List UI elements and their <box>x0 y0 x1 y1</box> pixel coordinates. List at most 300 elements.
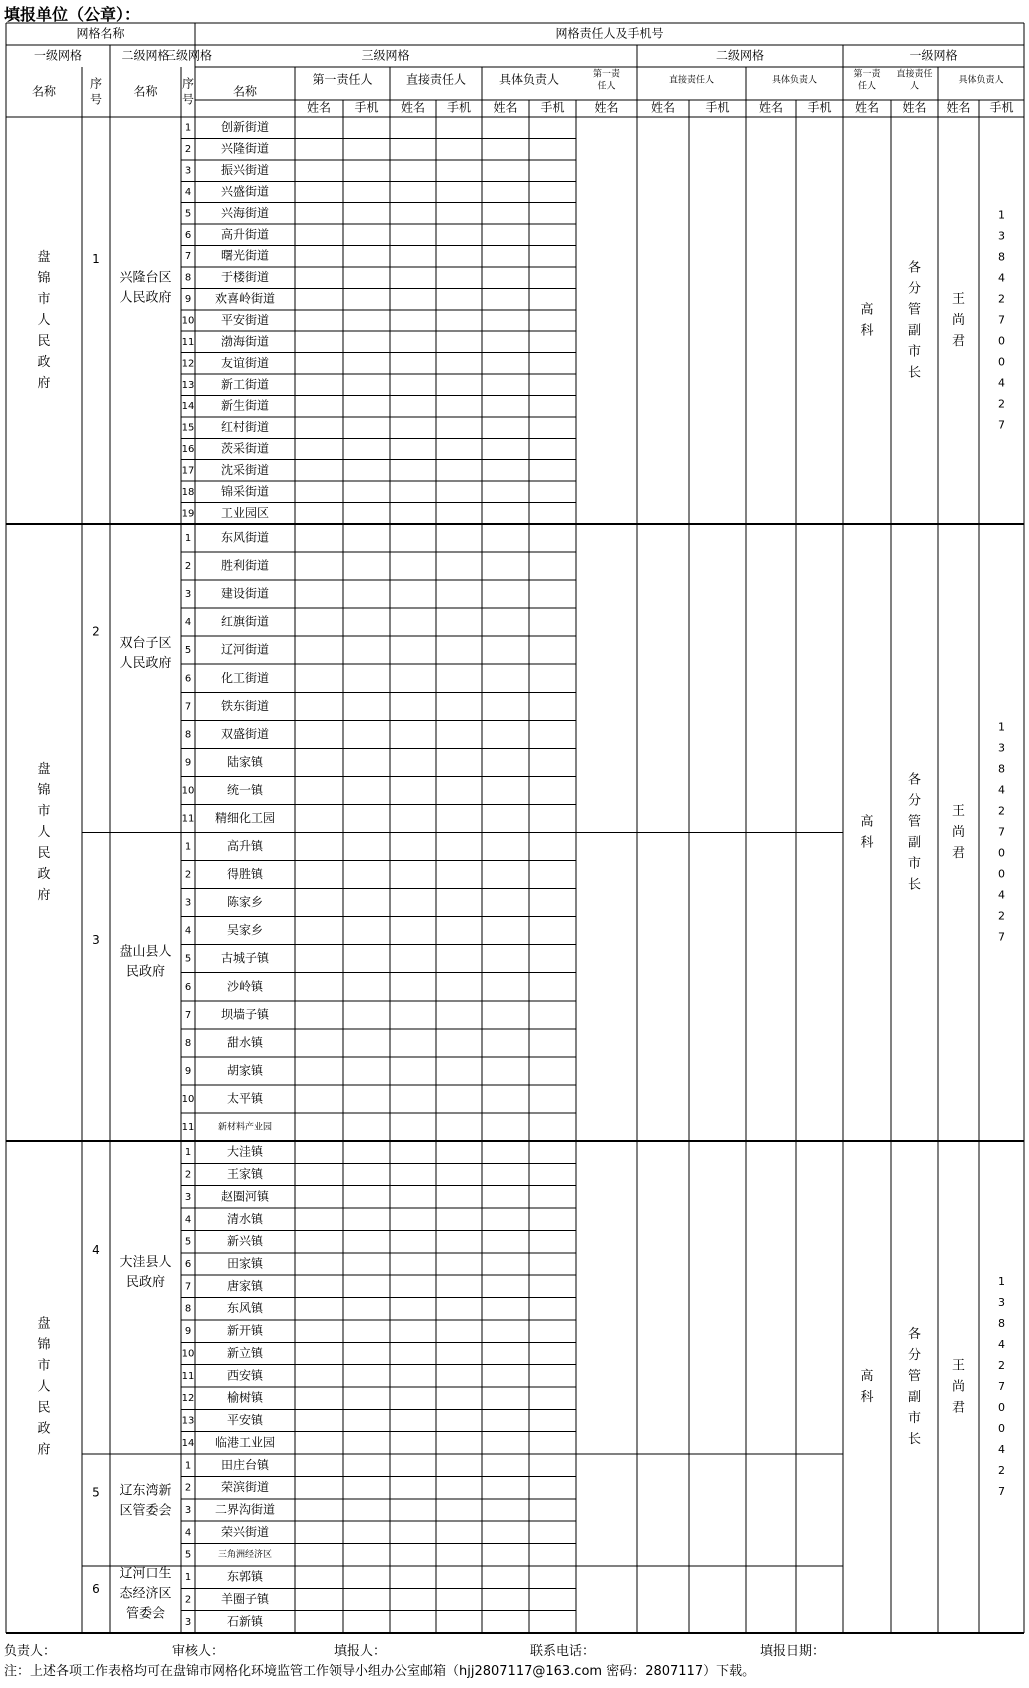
svg-text:号: 号 <box>89 92 103 107</box>
svg-text:7: 7 <box>998 825 1005 839</box>
unit-name: 高升镇 <box>226 839 264 854</box>
district-seq <box>92 624 100 638</box>
unit-seq: 5 <box>184 1549 192 1561</box>
svg-text:高: 高 <box>860 302 874 318</box>
unit-seq: 6 <box>184 673 192 685</box>
svg-text:人民政府: 人民政府 <box>119 656 172 672</box>
header-col-phone-3: 手机 <box>705 100 730 115</box>
unit-name: 荣兴街道 <box>220 1524 270 1539</box>
unit-seq: 9 <box>184 1326 192 1338</box>
unit-seq: 9 <box>184 1065 192 1077</box>
unit-name: 欢喜岭街道 <box>214 291 276 306</box>
svg-text:民: 民 <box>37 334 51 349</box>
unit-seq: 5 <box>184 208 192 220</box>
unit-name: 铁东街道 <box>220 698 270 713</box>
unit-name: 红旗街道 <box>220 614 270 629</box>
unit-seq: 4 <box>184 925 192 937</box>
svg-text:7: 7 <box>998 930 1005 944</box>
svg-text:市: 市 <box>37 1358 51 1374</box>
unit-seq: 16 <box>181 444 195 456</box>
level1-name <box>37 1317 50 1458</box>
svg-text:辽河口生: 辽河口生 <box>119 1566 172 1582</box>
unit-name: 王家镇 <box>226 1167 264 1182</box>
unit-name: 唐家镇 <box>226 1278 264 1293</box>
unit-seq: 1 <box>184 122 192 134</box>
svg-text:0: 0 <box>998 867 1005 881</box>
svg-text:3: 3 <box>998 229 1005 243</box>
svg-text:2: 2 <box>998 804 1005 818</box>
svg-text:0: 0 <box>998 1422 1005 1435</box>
unit-name: 西安镇 <box>226 1368 264 1383</box>
svg-text:分: 分 <box>907 281 922 297</box>
unit-seq: 7 <box>184 1009 192 1021</box>
unit-seq: 4 <box>184 186 192 198</box>
district-name <box>119 636 171 671</box>
svg-text:8: 8 <box>998 250 1005 264</box>
l1-specific-resp <box>952 292 965 349</box>
unit-seq: 10 <box>181 785 195 797</box>
unit-name: 统一镇 <box>226 782 264 797</box>
svg-text:管: 管 <box>907 814 922 830</box>
district-name <box>119 1566 171 1622</box>
unit-seq: 5 <box>184 953 192 965</box>
unit-name: 东风镇 <box>226 1301 264 1316</box>
svg-text:4: 4 <box>998 376 1005 390</box>
unit-name: 辽河街道 <box>220 642 270 657</box>
unit-name: 新工街道 <box>220 377 270 392</box>
svg-text:序: 序 <box>89 76 103 91</box>
unit-name: 临港工业园 <box>214 1435 276 1450</box>
header-col-phone-5: 手机 <box>989 100 1014 115</box>
svg-text:尚: 尚 <box>951 1379 966 1395</box>
header-l1-specific-resp: 具体负责人 <box>958 75 1004 86</box>
header-direct-resp: 直接责任人 <box>405 72 467 87</box>
l1-direct-resp <box>908 772 921 893</box>
unit-name: 平安镇 <box>226 1413 264 1428</box>
svg-text:人: 人 <box>37 1379 51 1395</box>
unit-name: 双盛街道 <box>220 726 270 741</box>
svg-text:双台子区: 双台子区 <box>119 636 172 652</box>
unit-name: 石新镇 <box>226 1614 264 1629</box>
unit-seq: 8 <box>184 1303 192 1315</box>
svg-text:盘: 盘 <box>37 250 51 265</box>
svg-text:各: 各 <box>907 1327 922 1342</box>
header-l1-first-resp <box>853 68 881 92</box>
unit-seq: 9 <box>184 294 192 306</box>
unit-name: 胡家镇 <box>226 1063 264 1078</box>
header-first-resp: 第一责任人 <box>312 72 373 87</box>
unit-seq: 12 <box>181 358 195 370</box>
unit-seq: 11 <box>181 1370 195 1382</box>
level1-name <box>37 762 50 903</box>
unit-name: 茨采街道 <box>220 441 270 456</box>
header-col-name-8: 姓名 <box>946 100 971 115</box>
header-l3-name: 名称 <box>232 84 258 99</box>
svg-text:2: 2 <box>998 1464 1005 1477</box>
svg-text:盘山县人: 盘山县人 <box>119 944 172 960</box>
svg-text:君: 君 <box>951 334 966 349</box>
unit-name: 甜水镇 <box>226 1035 264 1050</box>
district-seq <box>92 1582 100 1596</box>
unit-name: 建设街道 <box>220 586 270 601</box>
unit-seq: 1 <box>184 1147 192 1159</box>
svg-text:科: 科 <box>860 1390 874 1405</box>
unit-seq: 11 <box>181 813 195 825</box>
svg-text:管: 管 <box>907 1369 922 1384</box>
unit-seq: 2 <box>184 1594 192 1606</box>
svg-text:民: 民 <box>37 1400 51 1416</box>
svg-text:4: 4 <box>998 271 1005 285</box>
svg-text:政: 政 <box>37 1421 51 1437</box>
unit-name: 古城子镇 <box>220 951 270 966</box>
svg-text:3: 3 <box>998 1296 1005 1309</box>
unit-seq: 2 <box>184 561 192 573</box>
unit-seq: 5 <box>184 645 192 657</box>
svg-text:4: 4 <box>998 783 1005 797</box>
svg-text:7: 7 <box>998 1485 1005 1498</box>
unit-name: 于楼街道 <box>220 270 270 285</box>
header-col-name-4: 姓名 <box>650 100 676 115</box>
unit-name: 大洼镇 <box>226 1144 264 1159</box>
svg-text:民: 民 <box>37 846 51 861</box>
unit-name: 新材料产业园 <box>217 1122 273 1133</box>
unit-seq: 17 <box>181 465 195 477</box>
svg-text:0: 0 <box>998 846 1005 860</box>
header-l1-name: 名称 <box>31 84 57 99</box>
svg-text:直接责任: 直接责任 <box>896 69 933 80</box>
unit-name: 二界沟街道 <box>214 1502 276 1517</box>
svg-text:0: 0 <box>998 355 1005 369</box>
svg-text:分: 分 <box>907 1348 922 1363</box>
svg-text:科: 科 <box>860 323 874 339</box>
header-l2-specific-resp: 具体负责人 <box>771 75 818 86</box>
unit-name: 坝墙子镇 <box>220 1007 270 1022</box>
unit-name: 田庄台镇 <box>220 1457 270 1472</box>
unit-seq: 1 <box>184 1460 192 1472</box>
l1-first-resp <box>860 1368 873 1405</box>
svg-text:府: 府 <box>37 376 51 391</box>
footer-note: 注：上述各项工作表格均可在盘锦市网格化环境监管工作领导小组办公室邮箱（hjj2807117@163.com 密码：2807117）下载。 <box>4 1664 756 1679</box>
unit-name: 化工街道 <box>220 670 270 685</box>
unit-seq: 3 <box>184 1505 192 1516</box>
svg-text:第一责: 第一责 <box>592 69 621 80</box>
svg-text:管: 管 <box>907 302 922 318</box>
unit-name: 胜利街道 <box>220 558 270 573</box>
unit-name: 新兴镇 <box>226 1234 264 1249</box>
svg-text:人民政府: 人民政府 <box>119 290 172 306</box>
l1-direct-resp <box>908 260 921 381</box>
svg-text:君: 君 <box>951 846 966 861</box>
svg-text:1: 1 <box>998 208 1005 222</box>
unit-name: 太平镇 <box>226 1091 264 1106</box>
unit-seq: 14 <box>181 401 195 413</box>
unit-seq: 6 <box>184 981 192 993</box>
unit-name: 陆家镇 <box>226 754 264 769</box>
unit-seq: 18 <box>181 486 195 498</box>
svg-text:4: 4 <box>998 1338 1005 1351</box>
unit-seq: 3 <box>184 897 192 909</box>
svg-text:4: 4 <box>92 1243 100 1258</box>
unit-name: 东郭镇 <box>226 1569 264 1584</box>
unit-name: 兴隆街道 <box>220 141 270 156</box>
svg-text:盘: 盘 <box>37 1316 51 1332</box>
footer-phone: 联系电话： <box>530 1644 596 1659</box>
header-l2-name: 名称 <box>133 84 158 99</box>
unit-name: 新立镇 <box>226 1345 264 1360</box>
unit-name: 新开镇 <box>226 1323 264 1338</box>
unit-name: 渤海街道 <box>220 334 270 349</box>
header-col-phone-2: 手机 <box>540 100 565 115</box>
svg-text:长: 长 <box>907 877 922 893</box>
unit-seq: 4 <box>184 617 192 629</box>
svg-text:民政府: 民政府 <box>125 964 166 980</box>
unit-name: 兴盛街道 <box>220 184 270 199</box>
header-responsible: 网格责任人及手机号 <box>555 26 664 41</box>
header-level2: 二级网格 <box>121 48 170 63</box>
svg-text:第一责: 第一责 <box>853 69 881 80</box>
l1-first-resp <box>860 814 873 851</box>
unit-seq: 7 <box>184 1281 192 1293</box>
unit-seq: 10 <box>181 1348 195 1360</box>
svg-text:1: 1 <box>92 251 100 266</box>
svg-text:2: 2 <box>998 1359 1005 1372</box>
unit-seq: 7 <box>184 701 192 713</box>
l1-specific-resp <box>952 1359 965 1416</box>
svg-text:2: 2 <box>998 909 1005 923</box>
svg-text:8: 8 <box>998 1317 1005 1330</box>
unit-seq: 8 <box>184 729 192 741</box>
unit-seq: 14 <box>181 1437 195 1449</box>
unit-seq: 11 <box>181 336 195 348</box>
svg-text:府: 府 <box>37 1442 51 1458</box>
district-name <box>119 1254 171 1290</box>
district-seq <box>92 1243 100 1257</box>
svg-text:市: 市 <box>907 1411 922 1426</box>
svg-text:长: 长 <box>907 365 922 381</box>
svg-text:5: 5 <box>92 1485 100 1500</box>
svg-text:盘: 盘 <box>37 762 51 777</box>
unit-seq: 6 <box>184 1259 192 1270</box>
svg-text:兴隆台区: 兴隆台区 <box>119 270 172 286</box>
svg-text:市: 市 <box>37 804 51 819</box>
header-resp-level2: 二级网格 <box>715 48 765 63</box>
svg-text:区管委会: 区管委会 <box>119 1503 172 1519</box>
svg-text:政: 政 <box>37 867 51 882</box>
header-col-phone-1: 手机 <box>446 100 472 115</box>
l1-direct-resp <box>908 1326 921 1447</box>
svg-text:1: 1 <box>998 720 1005 734</box>
unit-name: 友谊街道 <box>220 355 270 370</box>
svg-text:2: 2 <box>998 397 1005 411</box>
svg-text:各: 各 <box>907 772 922 788</box>
svg-text:副: 副 <box>907 1390 922 1405</box>
unit-name: 赵圈河镇 <box>220 1189 270 1204</box>
unit-seq: 2 <box>184 1482 192 1494</box>
svg-text:锦: 锦 <box>37 271 51 286</box>
svg-text:王: 王 <box>951 292 966 307</box>
svg-text:人: 人 <box>909 81 920 92</box>
unit-name: 荣滨街道 <box>220 1480 270 1495</box>
l1-phone <box>998 209 1005 432</box>
header-l1-direct-resp <box>896 68 932 92</box>
unit-name: 得胜镇 <box>226 867 264 882</box>
unit-name: 精细化工园 <box>214 810 276 825</box>
unit-name: 锦采街道 <box>220 484 270 499</box>
unit-name: 陈家乡 <box>226 895 264 910</box>
svg-text:任人: 任人 <box>597 81 616 92</box>
svg-text:政: 政 <box>37 355 51 370</box>
unit-seq: 10 <box>181 315 195 327</box>
unit-name: 新生街道 <box>220 398 270 413</box>
svg-text:君: 君 <box>951 1400 966 1416</box>
svg-text:0: 0 <box>998 1401 1005 1414</box>
svg-text:市: 市 <box>37 292 51 307</box>
svg-text:4: 4 <box>998 1443 1005 1456</box>
header-col-name-2: 姓名 <box>493 100 518 115</box>
svg-text:各: 各 <box>907 260 922 276</box>
header-l2-seq <box>90 76 102 107</box>
header-level1: 一级网格 <box>33 48 83 63</box>
unit-name: 创新街道 <box>220 120 270 135</box>
svg-text:民政府: 民政府 <box>125 1274 166 1290</box>
svg-text:6: 6 <box>92 1581 100 1596</box>
l1-specific-resp <box>952 804 965 861</box>
footer-filler: 填报人： <box>334 1644 387 1659</box>
header-resp-level3: 三级网格 <box>361 48 410 63</box>
svg-text:号: 号 <box>181 92 195 107</box>
footer-signatures <box>4 1640 1024 1658</box>
svg-text:7: 7 <box>998 1380 1005 1393</box>
header-l2-direct-resp: 直接责任人 <box>668 75 715 86</box>
unit-seq: 2 <box>184 869 192 881</box>
svg-text:高: 高 <box>860 1369 874 1384</box>
svg-text:7: 7 <box>998 418 1005 432</box>
svg-text:市: 市 <box>907 344 922 360</box>
svg-text:高: 高 <box>860 814 874 830</box>
header-level3: 三级网格 <box>163 48 213 63</box>
district-name <box>119 270 171 305</box>
svg-text:副: 副 <box>907 323 922 339</box>
unit-seq: 3 <box>184 1616 192 1628</box>
unit-seq: 2 <box>184 1169 192 1181</box>
unit-seq: 10 <box>181 1093 195 1105</box>
svg-text:态经济区: 态经济区 <box>119 1586 172 1602</box>
svg-text:8: 8 <box>998 762 1005 776</box>
unit-seq: 2 <box>184 144 192 156</box>
unit-name: 东风街道 <box>220 530 270 545</box>
unit-seq: 3 <box>184 1191 192 1203</box>
unit-seq: 9 <box>184 757 192 769</box>
svg-text:3: 3 <box>998 741 1005 755</box>
svg-text:锦: 锦 <box>37 783 51 798</box>
unit-name: 平安街道 <box>220 313 270 327</box>
header-col-name-6: 姓名 <box>854 100 880 115</box>
unit-name: 振兴街道 <box>220 163 270 178</box>
unit-seq: 13 <box>181 379 195 391</box>
header-col-name-7: 姓名 <box>902 100 927 115</box>
header-col-phone-0: 手机 <box>354 100 379 115</box>
svg-text:长: 长 <box>907 1432 922 1447</box>
header-col-name-0: 姓名 <box>306 100 332 115</box>
svg-text:王: 王 <box>951 804 966 819</box>
svg-text:尚: 尚 <box>951 313 966 328</box>
unit-seq: 12 <box>181 1393 195 1405</box>
svg-text:0: 0 <box>998 334 1005 348</box>
svg-text:1: 1 <box>998 1275 1005 1288</box>
svg-text:2: 2 <box>998 292 1005 306</box>
unit-seq: 3 <box>184 165 192 177</box>
header-col-name-1: 姓名 <box>400 100 426 115</box>
footer-owner: 负责人： <box>4 1644 57 1659</box>
svg-text:分: 分 <box>907 793 922 809</box>
header-col-name-3: 姓名 <box>594 100 619 115</box>
unit-seq: 1 <box>184 1572 192 1584</box>
l1-phone <box>998 1275 1005 1498</box>
svg-text:科: 科 <box>860 835 874 851</box>
header-grid-name: 网格名称 <box>76 26 125 41</box>
svg-text:大洼县人: 大洼县人 <box>119 1254 172 1270</box>
unit-seq: 7 <box>184 251 192 263</box>
header-col-name-5: 姓名 <box>758 100 784 115</box>
unit-seq: 5 <box>184 1236 192 1248</box>
svg-text:2: 2 <box>92 624 100 639</box>
svg-text:序: 序 <box>181 76 195 91</box>
header-col-phone-4: 手机 <box>807 100 832 115</box>
unit-name: 三角洲经济区 <box>217 1550 273 1561</box>
l1-first-resp <box>860 302 873 339</box>
footer-date: 填报日期： <box>760 1644 826 1659</box>
unit-name: 榆树镇 <box>226 1390 264 1405</box>
unit-seq: 1 <box>184 533 192 545</box>
unit-seq: 4 <box>184 1214 192 1226</box>
header-specific-resp: 具体负责人 <box>498 72 560 87</box>
unit-seq: 1 <box>184 841 192 853</box>
svg-text:4: 4 <box>998 888 1005 902</box>
unit-name: 工业园区 <box>220 505 270 520</box>
unit-name: 红村街道 <box>220 420 270 435</box>
unit-name: 羊圈子镇 <box>220 1591 270 1606</box>
l1-phone <box>998 721 1005 944</box>
level1-name <box>37 250 50 391</box>
svg-text:辽东湾新: 辽东湾新 <box>119 1483 172 1499</box>
unit-seq: 4 <box>184 1527 192 1539</box>
unit-name: 高升街道 <box>220 227 270 242</box>
unit-seq: 8 <box>184 272 192 284</box>
unit-seq: 19 <box>181 508 195 520</box>
svg-text:任人: 任人 <box>857 81 877 92</box>
svg-text:尚: 尚 <box>951 825 966 840</box>
svg-text:锦: 锦 <box>37 1337 51 1353</box>
unit-seq: 3 <box>184 589 192 601</box>
unit-name: 清水镇 <box>226 1211 264 1226</box>
svg-text:3: 3 <box>92 932 100 947</box>
form-title: 填报单位（公章）： <box>4 5 141 24</box>
svg-text:市: 市 <box>907 856 922 872</box>
unit-name: 沈采街道 <box>220 462 270 477</box>
unit-name: 吴家乡 <box>226 923 264 938</box>
unit-seq: 8 <box>184 1037 192 1049</box>
district-name <box>119 1483 171 1519</box>
svg-text:副: 副 <box>907 835 922 851</box>
unit-seq: 6 <box>184 229 192 241</box>
header-resp-level1: 一级网格 <box>909 48 958 63</box>
svg-text:7: 7 <box>998 313 1005 327</box>
district-seq <box>92 1486 100 1500</box>
unit-seq: 15 <box>181 422 195 434</box>
unit-seq: 11 <box>181 1121 195 1133</box>
unit-seq: 13 <box>181 1415 195 1427</box>
header-l3-seq <box>182 76 194 107</box>
